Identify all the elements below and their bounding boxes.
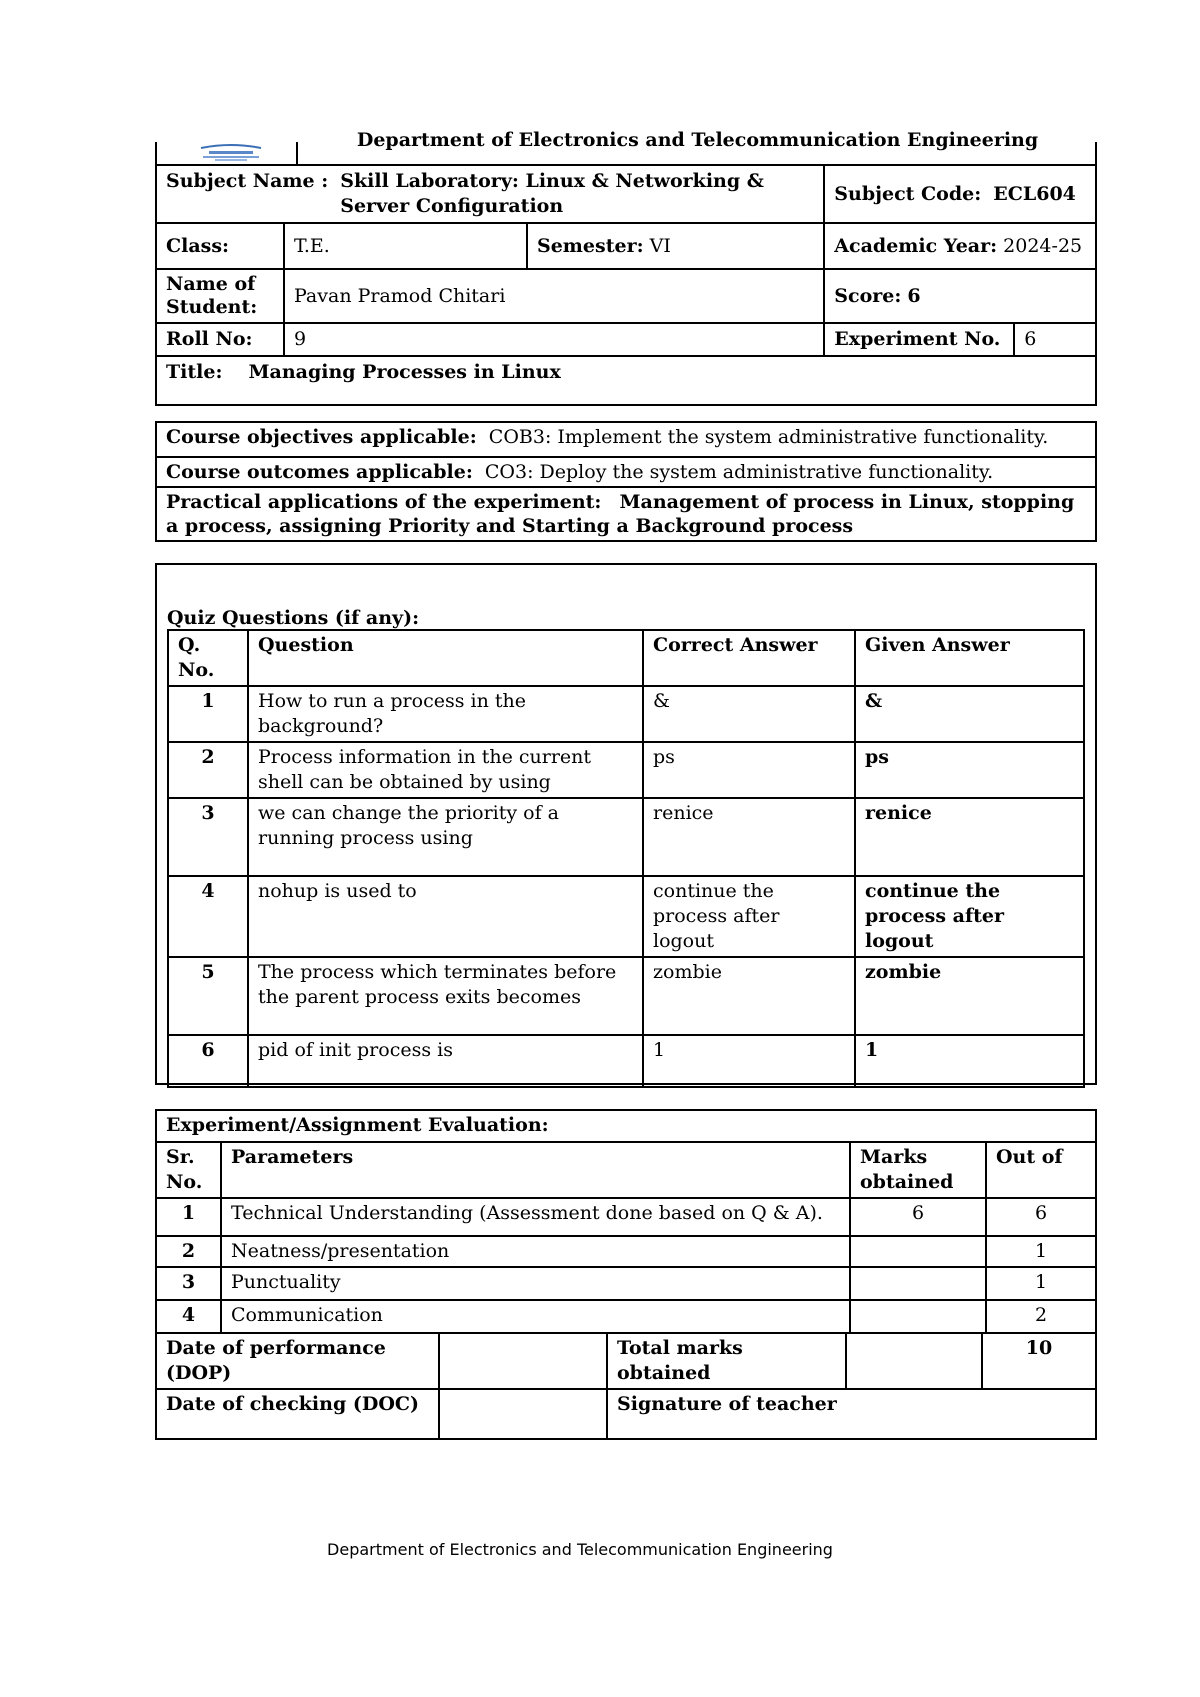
quiz-row-question: The process which terminates before the parent process exits becomes [248,957,643,1035]
quiz-row-question: How to run a process in the background? [248,686,643,742]
doc-value [439,1389,607,1439]
academic-year-label: Academic Year: [834,234,998,257]
page-footer: Department of Electronics and Telecommunication Engineering [327,1540,833,1559]
dop-value [439,1333,607,1389]
subject-name-label: Subject Name : [166,170,329,192]
semester-cell [527,223,824,269]
class-value: T.E. [284,223,527,269]
score-value: 6 [907,284,921,307]
objectives-value: COB3: Implement the system administrative functionality. [488,426,1049,448]
quiz-header-no: Q. No. [168,630,248,686]
outcomes-value: CO3: Deploy the system administrative functionality. [484,461,994,483]
eval-row [156,1198,1096,1236]
title-value: Managing Processes in Linux [248,361,561,383]
header-department: Department of Electronics and Telecommunication Engineering [356,129,1039,151]
quiz-row-question: Process information in the current shell can be obtained by using [248,742,643,798]
course-table [155,421,1097,542]
subject-code-value: ECL604 [993,182,1076,205]
quiz-header-given: Given Answer [855,630,1084,686]
quiz-row-no: 6 [168,1035,248,1087]
quiz-row [168,742,1084,798]
total-marks-value [846,1333,982,1389]
quiz-row-given: & [855,686,1084,742]
quiz-row-given: continue the process after logout [855,876,1084,957]
quiz-row-given: ps [855,742,1084,798]
header-crop [155,129,1097,164]
roll-label: Roll No: [156,323,284,356]
experiment-label: Experiment No. [824,323,1014,356]
practical-value: Management of process in Linux, stopping a process, assigning Priority and Starting a Background process [166,491,1075,537]
subject-name-cell [156,165,824,223]
dop-label: Date of performance (DOP) [156,1333,439,1389]
semester-label: Semester: [537,234,644,257]
experiment-value: 6 [1014,323,1096,356]
roll-value: 9 [284,323,824,356]
practical-cell [156,487,1096,541]
eval-header-no: Sr. No. [156,1142,221,1198]
outcomes-label: Course outcomes applicable: [166,461,473,483]
quiz-header-question: Question [248,630,643,686]
score-label: Score: [834,284,902,307]
quiz-title: Quiz Questions (if any): [167,607,420,629]
quiz-row [168,798,1084,876]
total-out-of: 10 [982,1333,1096,1389]
quiz-section [155,563,1097,1085]
quiz-row-correct: renice [643,798,855,876]
title-cell [156,356,1096,405]
quiz-row-given: 1 [855,1035,1084,1087]
quiz-row-no: 2 [168,742,248,798]
eval-header-params: Parameters [221,1142,850,1198]
college-logo [193,144,269,162]
quiz-row-no: 4 [168,876,248,957]
doc-label: Date of checking (DOC) [156,1389,439,1439]
eval-row-param: Technical Understanding (Assessment done based on Q & A). [221,1198,850,1236]
logo-cell [155,142,298,164]
evaluation-table [155,1109,1097,1440]
outcomes-cell [156,457,1096,487]
total-label: Total marks obtained [607,1333,846,1389]
quiz-row [168,876,1084,957]
evaluation-title: Experiment/Assignment Evaluation: [156,1110,1096,1142]
semester-value: VI [649,234,671,257]
quiz-row-given: renice [855,798,1084,876]
title-label: Title: [166,361,223,383]
eval-row [156,1300,1096,1333]
quiz-row [168,1035,1084,1087]
eval-row-param: Punctuality [221,1267,850,1300]
practical-label: Practical applications of the experiment: [166,491,602,513]
eval-row-outof: 1 [986,1267,1096,1300]
quiz-row-question: pid of init process is [248,1035,643,1087]
quiz-row-correct: ps [643,742,855,798]
subject-code-cell [824,165,1096,223]
quiz-row-no: 3 [168,798,248,876]
student-label: Name of Student: [156,269,284,323]
eval-row-param: Neatness/presentation [221,1236,850,1267]
eval-row-marks: 6 [850,1198,986,1236]
subject-name-value: Skill Laboratory: Linux & Networking & Server Configuration [340,170,764,217]
academic-year-value: 2024-25 [1003,234,1083,257]
quiz-row-no: 1 [168,686,248,742]
objectives-cell [156,422,1096,457]
eval-row [156,1267,1096,1300]
class-label: Class: [156,223,284,269]
quiz-row-no: 5 [168,957,248,1035]
quiz-row-correct: 1 [643,1035,855,1087]
quiz-row-correct: zombie [643,957,855,1035]
eval-row [156,1236,1096,1267]
eval-row-param: Communication [221,1300,850,1333]
eval-header-marks: Marks obtained [850,1142,986,1198]
eval-row-no: 2 [156,1236,221,1267]
eval-row-no: 1 [156,1198,221,1236]
signature-label: Signature of teacher [607,1389,1096,1439]
quiz-row [168,957,1084,1035]
eval-row-marks [850,1236,986,1267]
eval-row-no: 3 [156,1267,221,1300]
quiz-row [168,686,1084,742]
quiz-row-correct: & [643,686,855,742]
student-value: Pavan Pramod Chitari [284,269,824,323]
info-table [155,164,1097,406]
eval-header-outof: Out of [986,1142,1096,1198]
academic-year-cell [824,223,1096,269]
quiz-header-correct: Correct Answer [643,630,855,686]
eval-row-marks [850,1300,986,1333]
quiz-table [167,629,1085,1088]
eval-row-outof: 2 [986,1300,1096,1333]
quiz-row-correct: continue the process after logout [643,876,855,957]
eval-row-marks [850,1267,986,1300]
quiz-row-question: nohup is used to [248,876,643,957]
quiz-row-question: we can change the priority of a running process using [248,798,643,876]
eval-row-no: 4 [156,1300,221,1333]
quiz-row-given: zombie [855,957,1084,1035]
objectives-label: Course objectives applicable: [166,426,477,448]
subject-code-label: Subject Code: [834,182,982,205]
eval-row-outof: 1 [986,1236,1096,1267]
eval-row-outof: 6 [986,1198,1096,1236]
score-cell [824,269,1096,323]
